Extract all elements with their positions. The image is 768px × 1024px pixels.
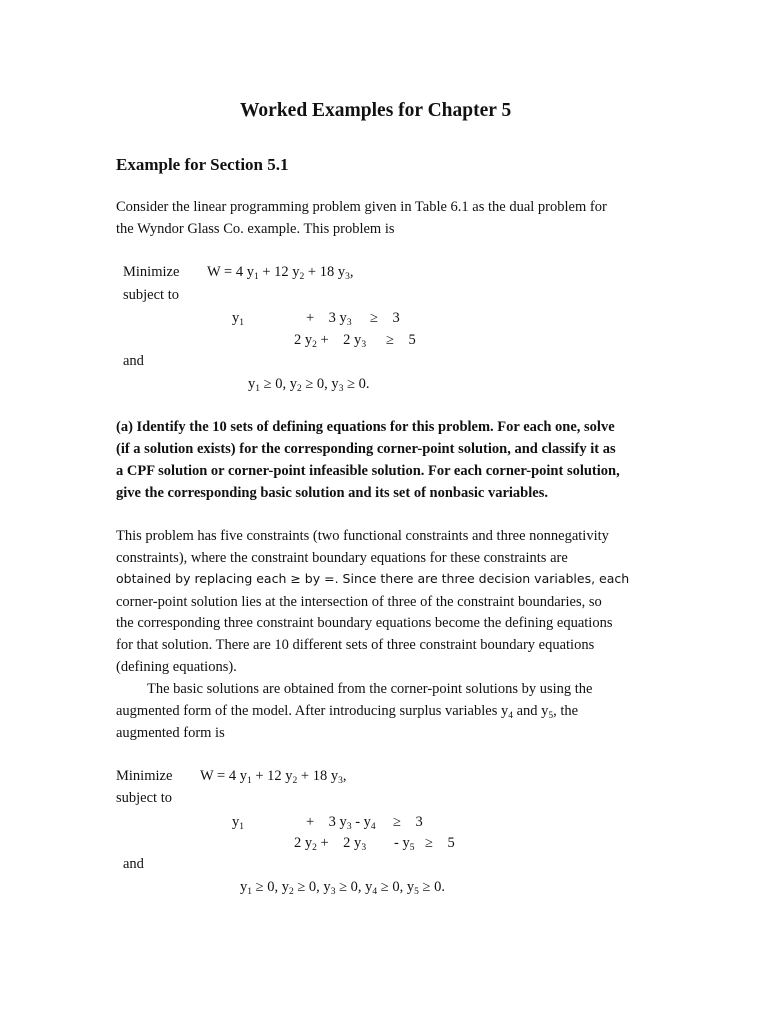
- question-a-line-4: give the corresponding basic solution and its set of nonbasic variables.: [116, 485, 548, 501]
- constraint-1-y1: $y_1$: [232, 310, 244, 328]
- constraint-2-rhs: ≥ 5: [386, 332, 416, 348]
- minimize-label-augmented: Minimize: [116, 768, 173, 784]
- para2-line-1: The basic solutions are obtained from the corner-point solutions by using the: [147, 681, 593, 697]
- para1-line-3: obtained by replacing each ≥ by =. Since there are three decision variables, each: [116, 571, 630, 586]
- para1-line-6: for that solution. There are 10 different sets of three constraint boundary equations: [116, 637, 595, 653]
- constraint-1-rhs: ≥ 3: [370, 310, 400, 326]
- constraint-1-y3: + 3 $y_3$: [306, 310, 352, 328]
- page-title: Worked Examples for Chapter 5: [240, 100, 512, 121]
- aug-constraint-1-mid: + 3 $y_3 - y_4$: [306, 814, 376, 832]
- para1-line-1: This problem has five constraints (two functional constraints and three nonnegativity: [116, 528, 609, 544]
- aug-constraint-2-y5: - $y_5$: [394, 835, 415, 853]
- section-heading: Example for Section 5.1: [116, 155, 289, 174]
- para1-line-5: the corresponding three constraint boundary equations become the defining equations: [116, 615, 613, 631]
- para1-line-7: (defining equations).: [116, 659, 237, 675]
- objective-function-augmented: W = 4 $y_1 + 12$ $y_2 + 18$ $y_3$,: [200, 768, 347, 786]
- intro-line-1: Consider the linear programming problem given in Table 6.1 as the dual problem for: [116, 199, 607, 215]
- nonnegativity-constraints: $y_1 \ge 0$, $y_2 \ge 0$, $y_3 \ge 0$.: [248, 376, 370, 394]
- question-a-line-1: (a) Identify the 10 sets of defining equations for this problem. For each one, solve: [116, 419, 615, 435]
- para1-line-2: constraints), where the constraint boundary equations for these constraints are: [116, 550, 568, 566]
- subject-to-label: subject to: [123, 287, 179, 303]
- aug-nonnegativity-constraints: $y_1 \ge 0$, $y_2 \ge 0$, $y_3 \ge 0$, $y_4 \ge 0$, $y_5 \ge 0$.: [240, 879, 445, 897]
- aug-constraint-1-y1: $y_1$: [232, 814, 244, 832]
- constraint-2-lhs: 2 $y_2$ + 2 $y_3$: [294, 332, 367, 350]
- and-label-augmented: and: [123, 856, 144, 872]
- intro-line-2: the Wyndor Glass Co. example. This problem is: [116, 221, 395, 237]
- para1-line-4: corner-point solution lies at the intersection of three of the constraint boundaries, so: [116, 594, 602, 610]
- subject-to-label-augmented: subject to: [116, 790, 172, 806]
- aug-constraint-2-rhs: ≥ 5: [425, 835, 455, 851]
- question-a-line-3: a CPF solution or corner-point infeasible solution. For each corner-point solution,: [116, 463, 620, 479]
- objective-function: W = 4 $y_1 + 12$ $y_2 + 18$ $y_3$,: [207, 264, 354, 282]
- aug-constraint-2-lhs: 2 $y_2$ + 2 $y_3$: [294, 835, 367, 853]
- minimize-label: Minimize: [123, 264, 180, 280]
- para2-line-3: augmented form is: [116, 725, 225, 741]
- aug-constraint-1-rhs: ≥ 3: [393, 814, 423, 830]
- para2-line-2: augmented form of the model. After introducing surplus variables $y_4$ and $y_5$, the: [116, 703, 579, 721]
- and-label: and: [123, 353, 144, 369]
- question-a-line-2: (if a solution exists) for the corresponding corner-point solution, and classify it as: [116, 441, 616, 457]
